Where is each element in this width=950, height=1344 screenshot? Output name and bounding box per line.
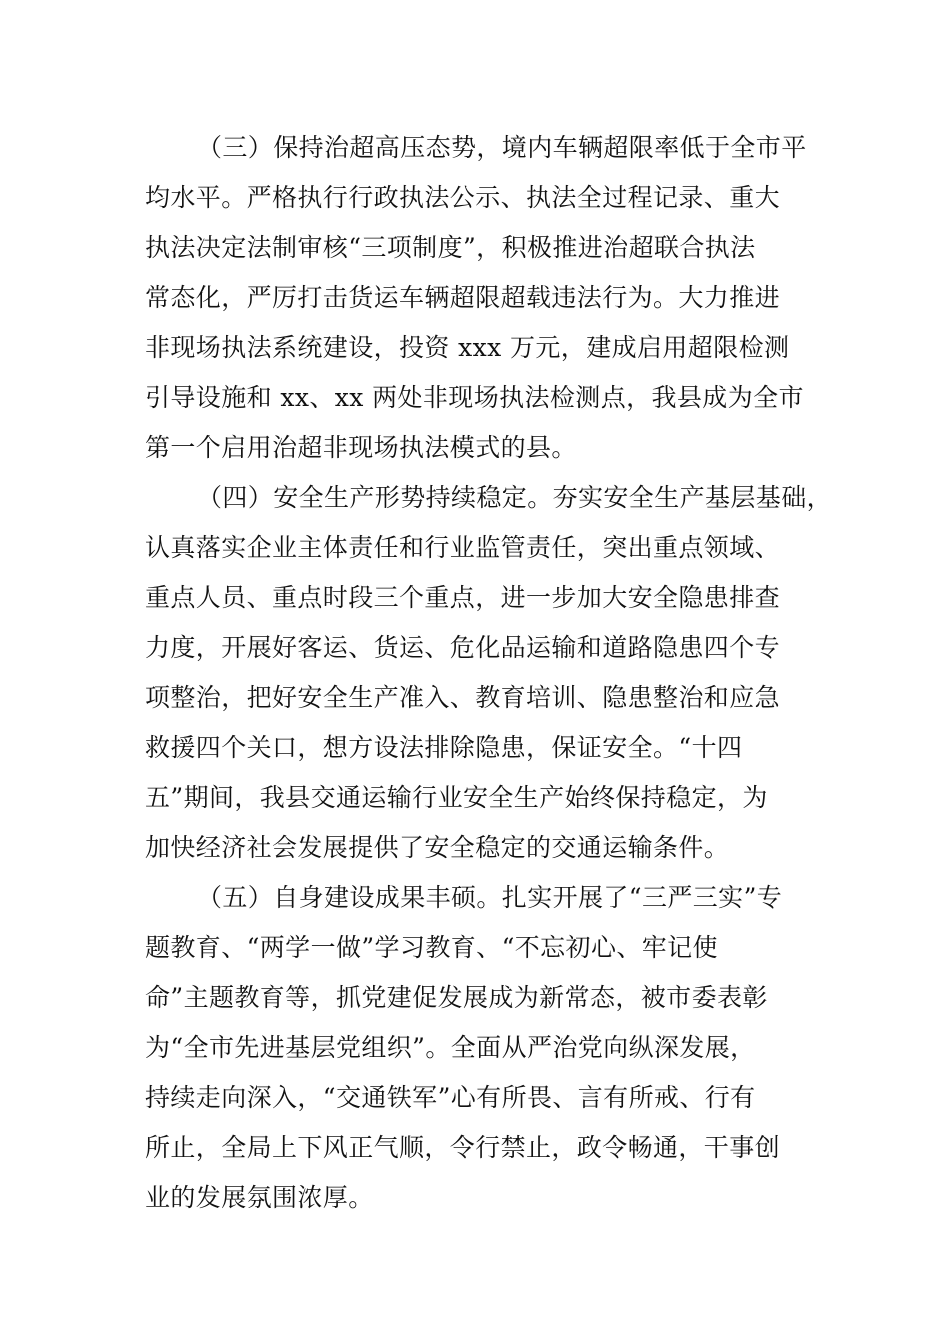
paragraph-4-line-1: （四）安全生产形势持续稳定。夯实安全生产基层基础， [197, 483, 833, 512]
paragraph-3-line-2: 均水平。严格执行行政执法公示、执法全过程记录、重大 [145, 183, 781, 212]
paragraph-5-line-4: 为“全市先进基层党组织”。全面从严治党向纵深发展， [145, 1033, 756, 1062]
paragraph-3-line-6: 引导设施和 xx、xx 两处非现场执法检测点，我县成为全市 [145, 383, 804, 412]
paragraph-4-line-4: 力度，开展好客运、货运、危化品运输和道路隐患四个专 [145, 633, 781, 662]
paragraph-3-line-5: 非现场执法系统建设，投资 xxx 万元，建成启用超限检测 [145, 333, 790, 362]
paragraph-5-line-2: 题教育、“两学一做”学习教育、“不忘初心、牢记使 [145, 933, 718, 962]
paragraph-5-line-3: 命”主题教育等，抓党建促发展成为新常态，被市委表彰 [145, 983, 768, 1012]
paragraph-4-line-6: 救援四个关口，想方设法排除隐患，保证安全。“十四 [145, 733, 743, 762]
paragraph-4-line-8: 加快经济社会发展提供了安全稳定的交通运输条件。 [145, 833, 730, 862]
paragraph-3-line-3: 执法决定法制审核“三项制度”，积极推进治超联合执法 [145, 233, 756, 262]
paragraph-4-line-3: 重点人员、重点时段三个重点，进一步加大安全隐患排查 [145, 583, 781, 612]
paragraph-5-line-5: 持续走向深入，“交通铁军”心有所畏、言有所戒、行有 [145, 1083, 756, 1112]
paragraph-4-line-2: 认真落实企业主体责任和行业监管责任，突出重点领域、 [145, 533, 781, 562]
paragraph-5-line-6: 所止，全局上下风正气顺，令行禁止，政令畅通，干事创 [145, 1133, 781, 1162]
paragraph-3-line-4: 常态化，严厉打击货运车辆超限超载违法行为。大力推进 [145, 283, 781, 312]
paragraph-3-line-7: 第一个启用治超非现场执法模式的县。 [145, 433, 577, 462]
paragraph-4-line-7: 五”期间，我县交通运输行业安全生产始终保持稳定，为 [145, 783, 768, 812]
paragraph-4-line-5: 项整治，把好安全生产准入、教育培训、隐患整治和应急 [145, 683, 781, 712]
paragraph-3-line-1: （三）保持治超高压态势，境内车辆超限率低于全市平 [197, 133, 807, 162]
paragraph-5-line-7: 业的发展氛围浓厚。 [145, 1183, 374, 1212]
paragraph-5-line-1: （五）自身建设成果丰硕。扎实开展了“三严三实”专 [197, 883, 783, 912]
